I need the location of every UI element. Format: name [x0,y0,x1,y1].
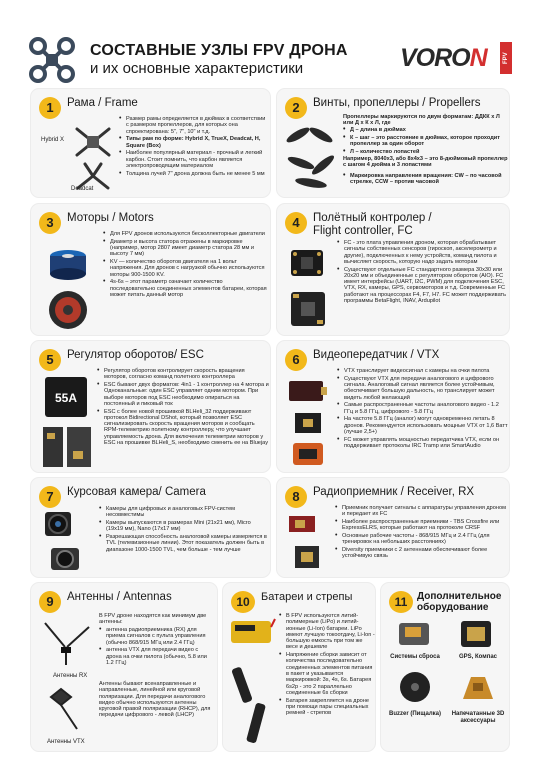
card-title: Дополнительное [417,591,502,602]
frame-caption-hybrid: Hybrid X [41,137,65,143]
antenna-list [99,627,215,668]
buzzer-image [395,667,435,707]
card-propellers [276,88,510,198]
list-item: • антенна VTX для передачи видео с дрона на очки пилота (обычно, 5.8 или 1.2 ГГц) [99,647,215,666]
list-item: • Диаметр и высота статора отражены в маркировке (например, мотор 2807 имеет диаметр статора 28 мм и высоту 7 мм) [103,239,269,258]
vtx-board-image [293,411,323,435]
batteries-list [279,613,375,718]
card-title-line2: оборудование [417,602,489,613]
vtx-digital-image [291,439,325,469]
list-item: • Приемник получает сигналы с аппаратуры управления дроном и передает их FC [335,505,509,518]
list-item: • Diversity приемники с 2 антеннами обеспечивают более устойчивую связь [335,547,509,560]
list-item: • Батарея закрепляется на дроне при помощи пары специальных ремней - стрепов [279,698,375,717]
antenna-rx-image [39,617,95,669]
antenna-vtx-image [41,683,95,735]
frame-hybrid-x-image [73,125,113,159]
card-antennas [30,582,218,752]
list-item: • Камеры выпускаются в размерах Mini (21x21 мм), Micro (19x19 мм), Nano (17x17 мм) [99,520,269,533]
printed-accessories-caption: Напечатанные 3D аксессуары [451,711,505,724]
gps-compass-caption: GPS, Компас [459,654,497,660]
card-number: 4 [285,212,307,234]
list-item: • VTX транслирует видеосигнал с камеры на очки пилота [337,368,509,374]
antenna-vtx-caption: Антенны VTX [47,739,85,745]
card-number: 11 [389,591,413,613]
list-item: • ESC бывают двух форматов: 4in1 - 1 контроллер на 4 мотора и Одноканальные: один ESC управляет одним мотором. При выборе моторов под ESC необходимо опираться на постоянный и пиковый ток [97,382,269,407]
card-number: 6 [285,349,307,371]
brand-logo: VORON [400,44,487,72]
list-item: • Для FPV дронов используются бесколлекторные двигатели [103,231,269,237]
card-title: Видеопередатчик / VTX [313,349,440,361]
list-item: • Л – количество лопастей [343,149,509,155]
fc-board-image [289,248,325,278]
list-item: • KV — количество оборотов двигателя на 1 вольт напряжения. Для дронов с нагрузкой обычно используются моторы 900-1500 KV. [103,259,269,278]
list-item: • Наиболее распространенные приемники - TBS Crossfire или ExpressELRS, которые работают на протоколе CRSF [335,519,509,532]
receiver-module-image [293,542,323,572]
esc-4in1-image [43,375,89,419]
propeller-rotation-list [343,173,509,187]
list-item: • Размер рамы определяется в дюймах в соответствии с размером пропеллеров, для которых она спроектирована: 5", 7", 10" и т.д. [119,116,269,135]
list-item: • антенна радиоприемника (RX) для приема сигналов с пульта управления (обычно 868/915 МГц или 2.4 ГГц) [99,627,215,646]
card-number: 8 [285,486,307,508]
page-subtitle: и их основные характеристики [90,60,304,77]
list-item: • Маркировка направления вращения: CW – по часовой стрелке, CCW – против часовой [343,173,509,186]
camera-digital-image [49,544,85,574]
card-number: 9 [39,591,61,613]
list-item: • FC может управлять мощностью передатчика VTX, если он поддерживает протоколы IRC Tramp или SmartAudio [337,437,509,450]
list-item: • Наиболее популярный материал - прочный и легкий карбон. Стоит помнить, что карбон является электропроводящим материалом [119,150,269,169]
svg-text:55A: 55A [54,391,78,405]
list-item: • Д – длина в дюймах [343,127,509,133]
fc-list [337,240,509,306]
receiver-list [335,505,509,561]
vtx-list [337,368,509,451]
card-vtx [276,340,510,473]
battery-strap-image [231,663,275,747]
esc-list [97,368,269,448]
fc-aio-image [289,290,327,328]
frame-caption-deadcat: Deadcat [71,186,94,192]
list-item: • Напряжение сборки зависит от количества последовательно соединенных элементов питания в пакет и указывается маркировкой: 3s, 4s, 6s. Батарея 6s2p - это 2 параллельно соединенные 6s сборки [279,652,375,696]
card-number: 2 [285,97,307,119]
list-item: • Существуют VTX для передачи аналогового и цифрового сигнала. Аналоговый сигнал является более устойчивым, обеспечивает большую дальность, но транслирует может видеть любой желающий [337,376,509,401]
list-item: • В FPV используются литий-полимерные (LiPo) и литий-ионные (Li-Ion) батареи. LiPo имеют лучшую токоотдачу, Li-Ion - большую емкость при том же весе и дешевле [279,613,375,651]
propeller-example: Например, 8040x3, або 8x4x3 – это 8-дюймовый пропеллер с шагом 4 дюйма и 3 лопастями [343,156,508,169]
list-item: • Камеры для цифровых и аналоговых FPV-систем несовместимы [99,506,269,519]
drop-system-image [393,617,437,651]
camera-list [99,506,269,554]
header [0,0,539,88]
list-item: • К – шаг – это расстояние в дюймах, которое проходит пропеллер за один оборот [343,135,509,148]
printed-accessories-image [457,669,499,705]
card-title: Моторы / Motors [67,212,154,224]
card-extra-equipment [380,582,510,752]
card-motors [30,203,271,336]
list-item: • ESC с более новой прошивкой BLHeli_32 поддерживают протокол Bidirectional DShot, который позволяет ESC сигнализировать скорость вращения моторов и сообщать RPM-телеметрию полетному контроллеру, что улучшает управляемость дрона. Для включения телеметрии моторов у ESC на прошивке BLHeli_S, необходимо сменить ее на Bluejay [97,409,269,447]
antenna-intro: В FPV дроне находятся как минимум две антенны: [99,613,207,626]
list-item: • Толщина лучей 7" дрона должна быть не менее 5 мм [119,171,269,177]
list-item: • Разрешающая способность аналоговой камеры измеряется в TVL (телевизионные линии). Этот показатель должен быть в диапазоне 1000-1500 TVL, чем больше - тем лучше [99,534,269,553]
gps-compass-image [457,617,497,651]
card-receiver [276,477,510,578]
list-item: • FC - это плата управления дроном, которая обрабатывает сигналы собственных сенсоров (гироскоп, акселерометр и другие), подключенных к нему устройств, команд пилота и вычисляет скорость, которую надо задать моторам [337,240,509,265]
motors-list [103,231,269,300]
card-number: 10 [231,591,255,613]
list-item: • Типы рам по форме: Hybrid X, TrueX, Deadcat, H, Square (Box) [119,136,269,149]
card-batteries [222,582,376,752]
card-camera [30,477,271,578]
card-title: Антенны / Antennas [67,591,172,603]
card-title: Рама / Frame [67,97,138,109]
propeller-image [283,121,341,195]
card-flight-controller [276,203,510,336]
card-number: 5 [39,349,61,371]
list-item: • Основные рабочие частоты - 868/915 МГц и 2.4 ГГц (для тренировок на небольших расстояниях) [335,533,509,546]
card-title: Регулятор оборотов/ ESC [67,349,204,361]
card-frame [30,88,271,198]
page-title: СОСТАВНЫЕ УЗЛЫ FPV ДРОНА [90,42,348,59]
antenna-outro: Антенны бывают всенаправленные и направленные, линейной или круговой поляризации. Для передачи аналогового видео обычно используются антенны круговой правой поляризации (RHCP), для передачи цифрового - левой (LHCP) [99,681,211,719]
motor-stator-image [45,288,91,332]
card-title: Батареи и стрепы [261,591,353,603]
receiver-board-image [287,512,319,536]
camera-image [43,508,77,540]
list-item: • На частоте 5.8 ГГц (аналог) могут одновременно летать 8 дронов. Рекомендуется использовать мощные VTX от 1,6 Ватт (лучше 2,5+) [337,416,509,435]
frame-list [119,116,269,178]
motor-image [43,246,93,282]
brand-tag: FPV [500,42,512,74]
drop-system-caption: Системы сброса [390,654,440,660]
card-esc [30,340,271,473]
card-number: 3 [39,212,61,234]
card-title-line2: Flight controller, FC [313,225,413,237]
list-item: • Самые распространенные частоты аналогового видео - 1.2 ГГц и 5.8 ГГц, цифрового - 5.8 ГГц [337,402,509,415]
drone-logo-icon [28,36,76,84]
antenna-rx-caption: Антенны RX [53,673,88,679]
buzzer-caption: Buzzer (Пищалка) [389,711,441,717]
battery-image [229,615,277,655]
card-title: Полётный контролер / [313,212,432,224]
card-number: 1 [39,97,61,119]
card-title: Курсовая камера/ Camera [67,486,206,498]
list-item: • Регулятор оборотов контролирует скорость вращения моторов, согласно команд полетного контроллера [97,368,269,381]
esc-single-image [41,425,93,469]
vtx-module-image [287,375,329,407]
list-item: • 4s-6s – этот параметр означает количество последовательно соединенных элементов батареи, которая может питать данный мотор [103,279,269,298]
card-title: Радиоприемник / Receiver, RX [313,486,475,498]
card-title: Винты, пропеллеры / Propellers [313,97,481,109]
list-item: • Существуют отдельные FC стандартного размера 30x30 или 20x20 мм и объединенные с регулятором оборотов (AIO). FC имеет интерфейсы (UART, I2C, PWM) для подключения ESC, VTX, RX, камеры, GPS, сервомоторов и т.д. Современные FC работают на процессорах F4, F7, H7. FC может поддерживать программы BetaFlight, INAV, Ardupilot [337,267,509,305]
propeller-intro: Пропеллеры маркируются по двум форматам: ДДКК x Л или Д x К x Л, где [343,114,500,127]
propeller-list [343,127,509,156]
card-number: 7 [39,486,61,508]
